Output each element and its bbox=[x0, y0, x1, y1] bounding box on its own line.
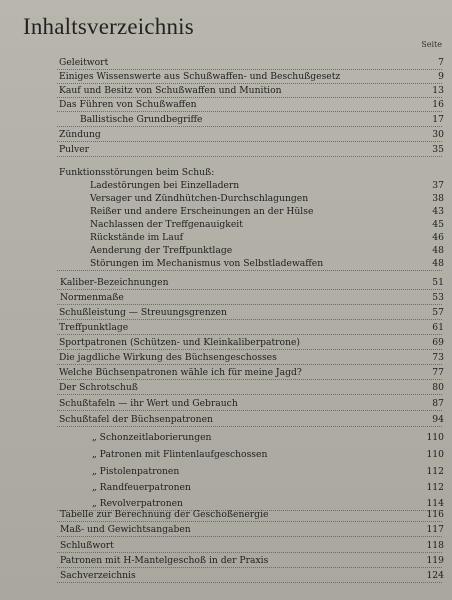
toc-entry-page: 53 bbox=[432, 292, 444, 303]
toc-entry-label: Geleitwort bbox=[59, 57, 109, 68]
divider bbox=[57, 582, 442, 583]
toc-entry-label: Schußtafeln — ihr Wert und Gebrauch bbox=[59, 398, 238, 409]
toc-entry-page: 94 bbox=[432, 414, 444, 425]
page-title: Inhaltsverzeichnis bbox=[23, 14, 194, 39]
toc-entry-page: 13 bbox=[432, 85, 444, 96]
toc-entry bbox=[92, 482, 191, 493]
toc-entry bbox=[59, 129, 101, 140]
toc-entry bbox=[80, 114, 202, 125]
divider bbox=[57, 156, 442, 157]
toc-entry-page: 118 bbox=[426, 540, 444, 551]
toc-entry-label: Rückstände im Lauf bbox=[90, 232, 184, 243]
toc-entry-page: 38 bbox=[432, 193, 444, 204]
toc-entry-page: 16 bbox=[432, 99, 444, 110]
toc-entry bbox=[90, 245, 232, 256]
toc-entry-label: Störungen im Mechanismus von Selbstladewaffen bbox=[90, 258, 324, 269]
toc-entry-page: 87 bbox=[432, 398, 444, 409]
divider bbox=[57, 394, 442, 395]
toc-entry-label: „ Schonzeitlaborierungen bbox=[92, 432, 212, 443]
toc-entry-page: 80 bbox=[432, 382, 444, 393]
toc-entry-page: 117 bbox=[426, 524, 444, 535]
toc-entry-label: Maß- und Gewichtsangaben bbox=[60, 524, 191, 535]
toc-entry bbox=[59, 322, 128, 333]
divider bbox=[57, 410, 442, 411]
toc-entry bbox=[59, 307, 227, 318]
toc-entry bbox=[59, 144, 89, 155]
toc-entry-page: 17 bbox=[432, 114, 444, 125]
divider bbox=[57, 552, 442, 553]
toc-entry-page: 51 bbox=[432, 277, 444, 288]
toc-entry-label: Tabelle zur Berechnung der Geschoßenergie bbox=[60, 509, 269, 520]
toc-entry-page: 110 bbox=[426, 432, 444, 443]
toc-entry-label: Treffpunktlage bbox=[59, 322, 129, 333]
toc-entry bbox=[59, 367, 302, 378]
toc-entry bbox=[59, 414, 213, 425]
toc-entry bbox=[59, 99, 197, 110]
toc-entry-label: Sachverzeichnis bbox=[60, 570, 136, 581]
toc-entry-label: Die jagdliche Wirkung des Büchsengeschosses bbox=[59, 352, 277, 363]
toc-entry bbox=[60, 277, 169, 288]
toc-entry bbox=[59, 57, 108, 68]
toc-entry-label: Kauf und Besitz von Schußwaffen und Munition bbox=[59, 85, 282, 96]
toc-entry-label: „ Pistolenpatronen bbox=[92, 466, 180, 477]
toc-entry bbox=[90, 180, 239, 191]
toc-entry-label: Kaliber-Bezeichnungen bbox=[60, 277, 169, 288]
toc-entry-page: 57 bbox=[432, 307, 444, 318]
toc-entry-page: 37 bbox=[432, 180, 444, 191]
toc-entry-label: „ Patronen mit Flintenlaufgeschossen bbox=[92, 449, 268, 460]
toc-entry bbox=[90, 193, 308, 204]
toc-entry-page: 30 bbox=[432, 129, 444, 140]
toc-entry-label: Ladestörungen bei Einzelladern bbox=[90, 180, 240, 191]
toc-entry-page: 119 bbox=[426, 555, 444, 566]
toc-entry-page: 77 bbox=[432, 367, 444, 378]
toc-entry bbox=[90, 206, 313, 217]
toc-entry bbox=[60, 555, 268, 566]
toc-entry-label: Zündung bbox=[59, 129, 101, 140]
divider bbox=[57, 126, 442, 127]
toc-entry-page: 7 bbox=[438, 57, 444, 68]
toc-entry-label: Welche Büchsenpatronen wähle ich für meine Jagd? bbox=[59, 367, 302, 378]
toc-entry-page: 112 bbox=[426, 482, 444, 493]
toc-entry bbox=[60, 509, 268, 520]
toc-entry-page: 114 bbox=[426, 498, 444, 509]
toc-entry bbox=[92, 432, 211, 443]
toc-entry bbox=[59, 85, 282, 96]
toc-entry-page: 69 bbox=[432, 337, 444, 348]
divider bbox=[57, 567, 442, 568]
toc-entry bbox=[59, 398, 238, 409]
toc-entry-page: 73 bbox=[432, 352, 444, 363]
toc-entry bbox=[59, 167, 214, 178]
divider bbox=[57, 69, 442, 70]
toc-entry-page: 48 bbox=[432, 245, 444, 256]
toc-entry-page: 112 bbox=[426, 466, 444, 477]
toc-entry-page: 124 bbox=[426, 570, 444, 581]
toc-entry-label: „ Randfeuerpatronen bbox=[92, 482, 191, 493]
toc-entry-page: 43 bbox=[432, 206, 444, 217]
toc-entry-label: Pulver bbox=[59, 144, 90, 155]
toc-entry-label: Der Schrotschuß bbox=[59, 382, 138, 393]
toc-entry bbox=[60, 540, 114, 551]
divider bbox=[57, 364, 442, 365]
toc-entry bbox=[60, 570, 136, 581]
toc-entry-page: 35 bbox=[432, 144, 444, 155]
toc-entry-label: Ballistische Grundbegriffe bbox=[80, 114, 203, 125]
divider bbox=[57, 304, 442, 305]
toc-entry-label: Versager und Zündhütchen-Durchschlagungen bbox=[90, 193, 309, 204]
toc-entry-page: 110 bbox=[426, 449, 444, 460]
toc-entry bbox=[92, 498, 183, 509]
toc-entry bbox=[60, 292, 124, 303]
toc-entry-label: Schlußwort bbox=[60, 540, 114, 551]
toc-entry-label: Patronen mit H-Mantelgeschoß in der Praxis bbox=[60, 555, 269, 566]
toc-entry-label: Sportpatronen (Schützen- und Kleinkaliberpatrone) bbox=[59, 337, 301, 348]
toc-entry-page: 48 bbox=[432, 258, 444, 269]
page-column-header: Seite bbox=[421, 40, 442, 49]
toc-entry-label: Funktionsstörungen beim Schuß: bbox=[59, 167, 215, 178]
toc-entry-label: Reißer und andere Erscheinungen an der Hülse bbox=[90, 206, 314, 217]
toc-entry-page: 45 bbox=[432, 219, 444, 230]
divider bbox=[57, 97, 442, 98]
divider bbox=[57, 536, 442, 537]
toc-entry bbox=[59, 337, 300, 348]
divider bbox=[57, 141, 442, 142]
toc-entry bbox=[92, 466, 179, 477]
divider bbox=[57, 521, 442, 522]
toc-entry-label: Schußleistung — Streuungsgrenzen bbox=[59, 307, 227, 318]
toc-entry-page: 61 bbox=[432, 322, 444, 333]
divider bbox=[57, 379, 442, 380]
toc-entry bbox=[59, 71, 340, 82]
toc-entry bbox=[90, 219, 243, 230]
toc-entry-label: Das Führen von Schußwaffen bbox=[59, 99, 197, 110]
toc-entry-label: Nachlassen der Treffgenauigkeit bbox=[90, 219, 243, 230]
toc-entry bbox=[59, 352, 277, 363]
toc-entry-label: Einiges Wissenswerte aus Schußwaffen- und Beschußgesetz bbox=[59, 71, 341, 82]
divider bbox=[57, 426, 442, 427]
toc-entry bbox=[90, 258, 323, 269]
toc-entry-page: 9 bbox=[438, 71, 444, 82]
divider bbox=[57, 270, 442, 271]
toc-entry-label: Aenderung der Treffpunktlage bbox=[90, 245, 233, 256]
divider bbox=[57, 83, 442, 84]
divider bbox=[57, 111, 442, 112]
toc-entry-label: Normenmaße bbox=[60, 292, 124, 303]
toc-entry-page: 46 bbox=[432, 232, 444, 243]
toc-entry-page: 116 bbox=[426, 509, 444, 520]
toc-entry bbox=[92, 449, 267, 460]
divider bbox=[57, 334, 442, 335]
toc-entry bbox=[59, 382, 138, 393]
divider bbox=[57, 289, 442, 290]
toc-entry-label: Schußtafel der Büchsenpatronen bbox=[59, 414, 213, 425]
toc-entry bbox=[90, 232, 183, 243]
divider bbox=[57, 319, 442, 320]
toc-entry-label: „ Revolverpatronen bbox=[92, 498, 183, 509]
toc-entry bbox=[60, 524, 191, 535]
divider bbox=[57, 349, 442, 350]
